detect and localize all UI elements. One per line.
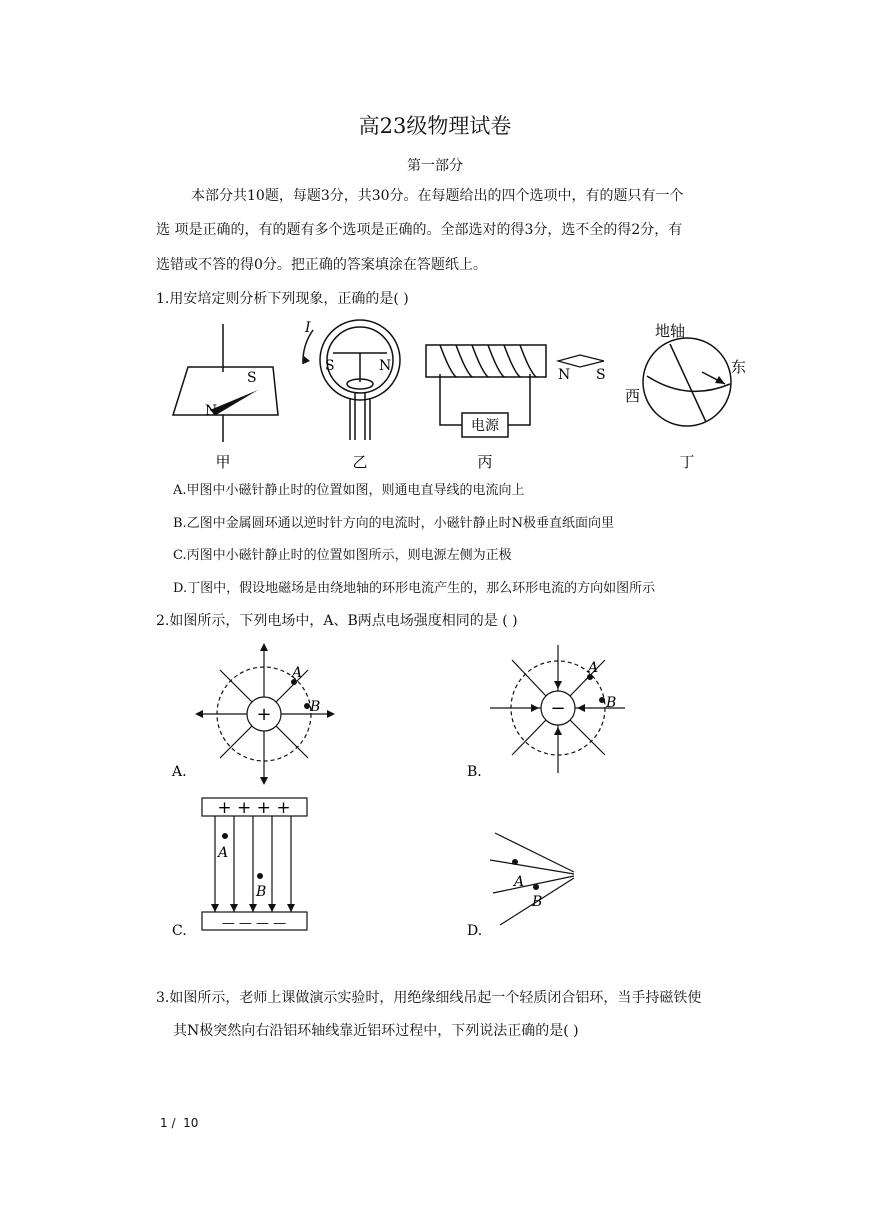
q2-option-b: B.	[467, 764, 482, 780]
yi-pole-s: S	[325, 358, 335, 374]
fig-c-arrowheads	[211, 904, 295, 912]
fig-c-point-b	[257, 873, 263, 879]
fig-d-lines	[490, 833, 574, 925]
fig-b-point-b	[599, 697, 605, 703]
fig-c-bottom-signs: — — — —	[221, 916, 287, 931]
fig-b-minus: −	[550, 698, 566, 719]
jia-pole-s: S	[247, 370, 257, 386]
bing-pole-s: S	[596, 367, 606, 383]
fig-d-point-b	[533, 884, 539, 890]
q3-line-1: 3.如图所示，老师上课做演示实验时，用绝缘细线吊起一个轻质闭合铝环，当手持磁铁使	[156, 990, 702, 1006]
page-number: 1 / 10	[160, 1116, 199, 1130]
q2-stem: 2.如图所示，下列电场中，A、B两点电场强度相同的是 ( )	[156, 613, 518, 629]
fig-d-label-b: B	[532, 894, 543, 910]
yi-arrowhead	[303, 356, 310, 364]
fig-a-label-b: B	[310, 699, 321, 715]
q2-figures	[160, 640, 630, 945]
q1-stem: 1.用安培定则分析下列现象，正确的是( )	[156, 291, 409, 307]
q3-line-2: 其N极突然向右沿铝环轴线靠近铝环过程中，下列说法正确的是( )	[173, 1023, 579, 1039]
fig-d-label-a: A	[514, 874, 525, 890]
q2-option-a: A.	[172, 764, 187, 780]
q2-option-c: C.	[172, 923, 187, 939]
ding-west-label: 西	[625, 387, 641, 405]
q1-option-c: C.丙图中小磁针静止时的位置如图所示，则电源左侧为正极	[173, 548, 512, 563]
fig-c-top-signs: + + + +	[217, 798, 291, 818]
q1-figures	[150, 312, 770, 474]
fig-c-lines	[215, 816, 291, 912]
q1-option-b: B.乙图中金属圆环通以逆时针方向的电流时，小磁针静止时N极垂直纸面向里	[173, 516, 615, 531]
fig-d-point-a	[512, 859, 518, 865]
yi-current-label: I	[305, 320, 311, 336]
q1-option-d: D.丁图中，假设地磁场是由绕地轴的环形电流产生的，那么环形电流的方向如图所示	[173, 581, 656, 596]
ding-axis-label: 地轴	[654, 322, 686, 340]
fig-c-label-b: B	[256, 884, 267, 900]
page-title: 高23级物理试卷	[358, 114, 512, 138]
instructions-line-2: 选 项是正确的，有的题有多个选项是正确的。全部选对的得3分，选不全的得2分，有	[156, 222, 683, 238]
fig-a-plus: +	[256, 704, 272, 725]
fig-label-jia: 甲	[215, 453, 231, 471]
bing-pole-n: N	[558, 367, 571, 383]
fig-c-label-a: A	[218, 845, 229, 861]
instructions-line-3: 选错或不答的得0分。把正确的答案填涂在答题纸上。	[156, 257, 487, 273]
ding-axis-line	[670, 344, 706, 422]
bing-needle	[558, 355, 604, 367]
part-heading: 第一部分	[407, 158, 463, 174]
q2-option-d: D.	[467, 923, 483, 939]
fig-label-bing: 丙	[477, 453, 493, 471]
fig-label-ding: 丁	[679, 453, 695, 471]
fig-c-point-a	[222, 833, 228, 839]
fig-b-label-b: B	[606, 695, 617, 711]
bing-coil	[440, 345, 536, 377]
jia-pole-n: N	[205, 403, 218, 419]
fig-a-label-a: A	[292, 665, 303, 681]
fig-b-label-a: A	[588, 660, 599, 676]
instructions-line-1: 本部分共10题，每题3分，共30分。在每题给出的四个选项中，有的题只有一个	[191, 188, 684, 204]
yi-pole-n: N	[379, 358, 392, 374]
bing-solenoid	[426, 345, 546, 377]
fig-label-yi: 乙	[352, 453, 368, 471]
bing-power-label: 电源	[471, 418, 499, 434]
q1-option-a: A.甲图中小磁针静止时的位置如图，则通电直导线的电流向上	[173, 483, 525, 498]
ding-east-label: 东	[731, 358, 747, 376]
